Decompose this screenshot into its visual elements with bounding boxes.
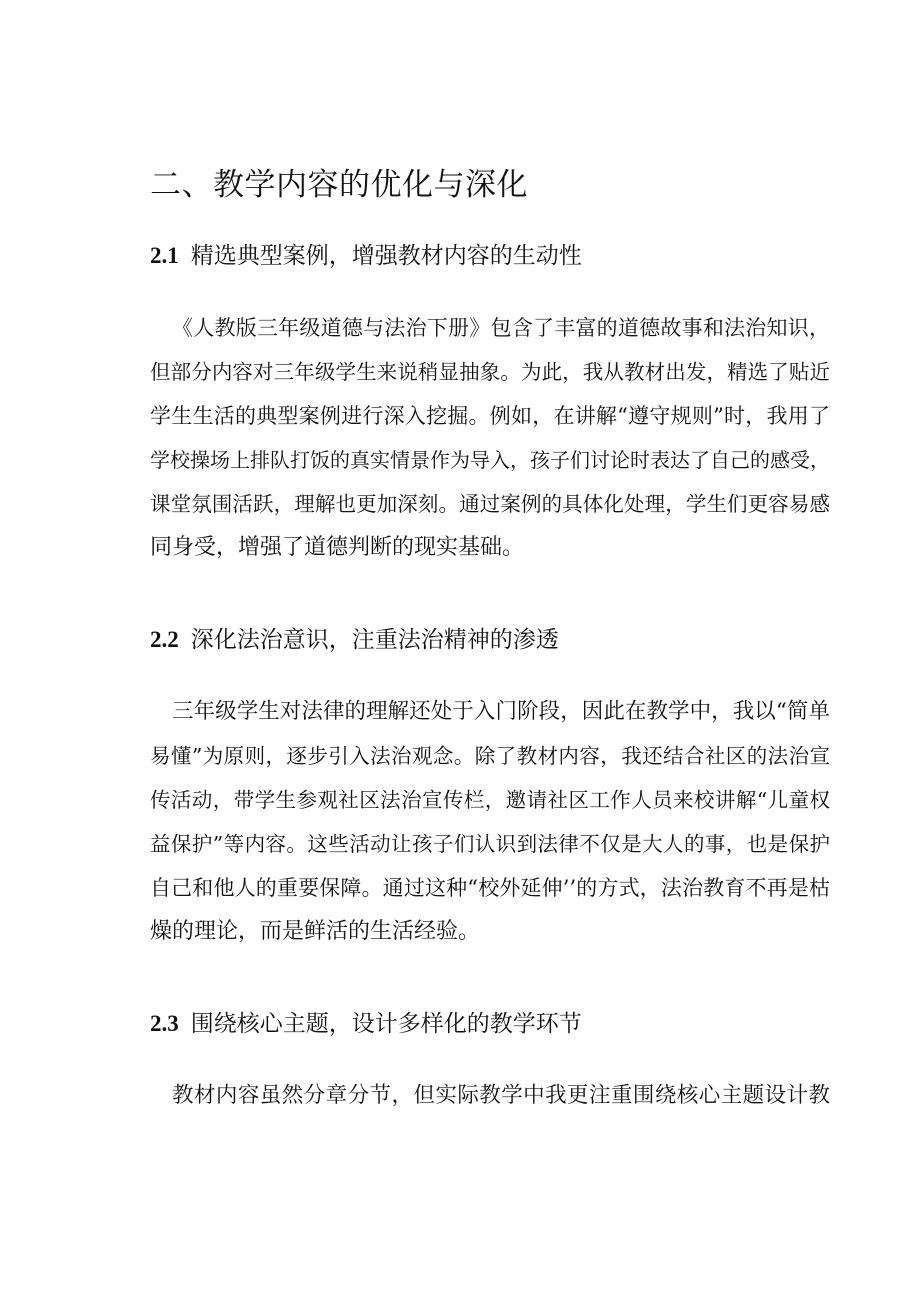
paragraph-line: 教材内容虽然分章分节，但实际教学中我更注重围绕核心主题设计教 xyxy=(172,1083,830,1108)
paragraph-line: 课堂氛围活跃，理解也更加深刻。通过案例的具体化处理，学生们更容易感 xyxy=(150,492,830,516)
chapter-title: 二、教学内容的优化与深化 xyxy=(150,167,528,203)
section-heading-2-2 xyxy=(150,622,559,658)
paragraph-2-2 xyxy=(150,690,830,954)
paragraph-2-3 xyxy=(150,1074,830,1118)
paragraph-line: 燥的理论，而是鲜活的生活经验。 xyxy=(150,919,481,944)
section-title: 精选典型案例，增强教材内容的生动性 xyxy=(190,243,582,269)
paragraph-line: 学校操场上排队打饭的真实情景作为导入，孩子们讨论时表达了自己的感受， xyxy=(150,448,830,472)
paragraph-line: 同身受，增强了道德判断的现实基础。 xyxy=(150,535,525,560)
paragraph-line: 传活动，带学生参观社区法治宣传栏，邀请社区工作人员来校讲解“儿童权 xyxy=(150,788,830,812)
paragraph-line: 益保护”等内容。这些活动让孩子们认识到法律不仅是大人的事，也是保护 xyxy=(150,832,830,856)
section-title: 围绕核心主题，设计多样化的教学环节 xyxy=(190,1011,582,1037)
paragraph-line: 《人教版三年级道德与法治下册》包含了丰富的道德故事和法治知识， xyxy=(172,316,830,340)
paragraph-2-1 xyxy=(150,306,830,570)
paragraph-line: 自己和他人的重要保障。通过这种“校外延伸’’的方式，法治教育不再是枯 xyxy=(150,876,830,900)
paragraph-line: 学生生活的典型案例进行深入挖掘。例如，在讲解“遵守规则”时，我用了 xyxy=(150,404,830,428)
section-heading-2-3 xyxy=(150,1006,582,1042)
paragraph-line: 易懂”为原则，逐步引入法治观念。除了教材内容，我还结合社区的法治宣 xyxy=(150,744,830,768)
paragraph-line: 三年级学生对法律的理解还处于入门阶段，因此在教学中，我以“简单 xyxy=(172,699,830,724)
section-number: 2.2 xyxy=(150,627,179,652)
section-number: 2.3 xyxy=(150,1011,179,1036)
section-title: 深化法治意识，注重法治精神的渗透 xyxy=(190,627,559,653)
paragraph-line: 但部分内容对三年级学生来说稍显抽象。为此，我从教材出发，精选了贴近 xyxy=(150,360,830,384)
section-number: 2.1 xyxy=(150,243,179,268)
section-heading-2-1 xyxy=(150,238,582,274)
